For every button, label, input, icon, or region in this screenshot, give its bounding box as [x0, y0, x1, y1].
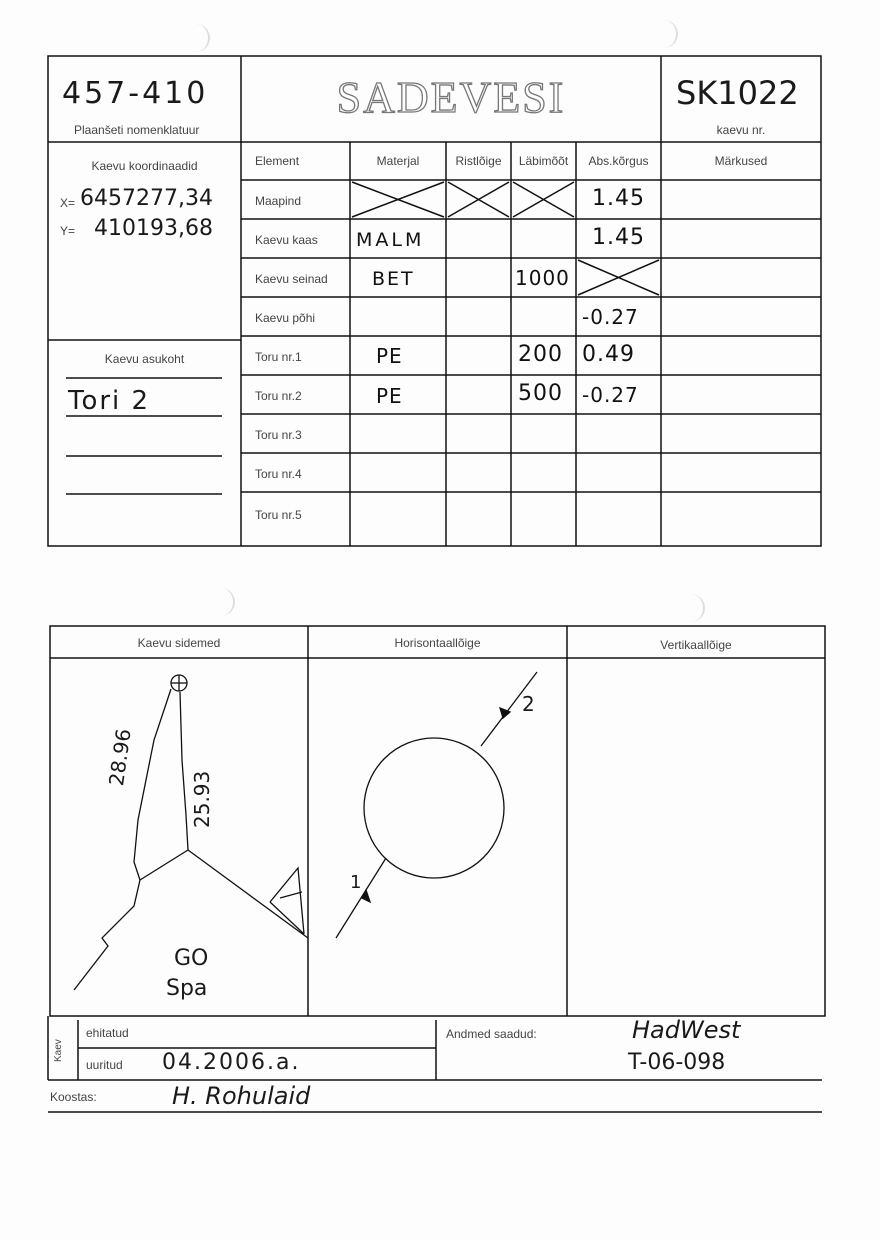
manhole-symbol — [171, 675, 187, 691]
material-pipe2: PE — [376, 384, 403, 408]
data-source-value-1: HadWest — [632, 1016, 741, 1044]
row-label: Toru nr.4 — [255, 467, 302, 481]
col-header-abs-height: Abs.kõrgus — [588, 154, 649, 168]
pipe-1-line — [336, 858, 386, 938]
built-label: ehitatud — [86, 1026, 129, 1040]
surveyed-label: uuritud — [86, 1058, 123, 1072]
sketch-title-ties: Kaevu sidemed — [137, 636, 221, 650]
material-pipe1: PE — [376, 344, 403, 368]
diameter-walls: 1000 — [515, 266, 570, 290]
row-label: Kaevu seinad — [255, 272, 328, 286]
abs-pipe1: 0.49 — [582, 342, 635, 367]
triangle-marker — [270, 868, 304, 934]
author-label: Koostas: — [50, 1090, 97, 1104]
row-label: Toru nr.3 — [255, 428, 302, 442]
coords-title: Kaevu koordinaadid — [91, 159, 198, 173]
x-value: 6457277,34 — [80, 186, 213, 211]
row-label: Toru nr.2 — [255, 389, 302, 403]
building-name-line1: GO — [174, 946, 209, 971]
tie-line-left — [134, 689, 171, 880]
map-sheet-value: 457-410 — [62, 76, 209, 111]
sketch-title-vertical: Vertikaallõige — [660, 638, 732, 652]
col-header-material: Materjal — [376, 154, 420, 168]
abs-ground: 1.45 — [592, 186, 645, 211]
y-value: 410193,68 — [94, 216, 213, 241]
distance-right: 25.93 — [190, 770, 214, 828]
location-value: Tori 2 — [68, 386, 151, 416]
row-label: Toru nr.5 — [255, 508, 302, 522]
surveyed-value: 04.2006.a. — [162, 1050, 301, 1075]
data-source-label: Andmed saadud: — [446, 1027, 537, 1041]
building-name-line2: Spa — [166, 976, 208, 1001]
abs-bottom: -0.27 — [582, 305, 639, 329]
row-label: Kaevu põhi — [255, 311, 316, 325]
col-header-element: Element — [255, 154, 300, 168]
material-walls: BET — [372, 268, 415, 290]
location-title: Kaevu asukoht — [104, 352, 185, 366]
x-label: X= — [60, 196, 76, 210]
well-id-label: kaevu nr. — [716, 123, 766, 137]
row-label: Maapind — [255, 194, 302, 208]
pipe-1-arrow — [362, 890, 370, 902]
well-id: SK1022 — [676, 74, 799, 112]
pipe-2-label: 2 — [522, 692, 535, 716]
pipe-1-label: 1 — [350, 872, 362, 893]
author-value: H. Rohulaid — [172, 1082, 311, 1110]
material-lid: MALM — [356, 229, 425, 251]
tie-line-right — [180, 692, 188, 850]
col-header-cross-section: Ristlõige — [455, 154, 502, 168]
y-label: Y= — [60, 224, 76, 238]
abs-lid: 1.45 — [592, 225, 645, 250]
abs-pipe2: -0.27 — [582, 383, 639, 407]
diameter-pipe1: 200 — [518, 342, 563, 367]
col-header-diameter: Läbimõõt — [518, 154, 569, 168]
diameter-pipe2: 500 — [518, 381, 563, 406]
row-label: Kaevu kaas — [255, 233, 318, 247]
data-source-value-2: T-06-098 — [628, 1050, 726, 1075]
distance-left: 28.96 — [104, 727, 136, 788]
row-label: Toru nr.1 — [255, 350, 302, 364]
col-header-notes: Märkused — [714, 154, 768, 168]
sketch-title-horizontal: Horisontaallõige — [394, 636, 481, 650]
manhole-circle — [364, 738, 504, 878]
side-label: Kaev — [53, 1039, 64, 1062]
page-title: SADEVESI — [336, 73, 566, 122]
map-sheet-label: Plaanšeti nomenklatuur — [74, 123, 200, 137]
